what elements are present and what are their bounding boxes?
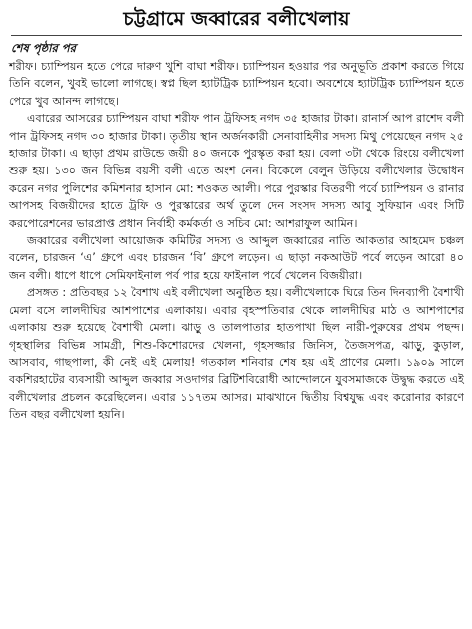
- article-body: [9, 58, 464, 424]
- continuation-kicker: শেষ পৃষ্ঠার পর: [11, 41, 76, 55]
- headline-divider: [11, 35, 462, 36]
- article-headline: চট্টগ্রামে জব্বারের বলীখেলায়: [123, 8, 350, 30]
- article-paragraph-4: প্রসঙ্গত : প্রতিবছর ১২ বৈশাখ এই বলীখেলা অনুষ্ঠিত হয়। বলীখেলাকে ঘিরে তিন দিনব্যাপী বৈশাখী মেলা বসে লালদীঘির আশপাশের এলাকায়। এবার বৃহস্পতিবার থেকে লালদীঘির মাঠ ও আশপাশের এলাকায় শুরু হয়েছে বৈশাখী মেলা। ঝাড়ু ও তালপাতার হাতপাখা ছিল নারী-পুরুষের প্রথম পছন্দ। গৃহস্থালির বিভিন্ন সামগ্রী, শিশু-কিশোরদের খেলনা, গৃহসজ্জার জিনিস, তৈজসপত্র, ঝাড়ু, কুড়াল, আসবাব, গাছপালা, কী নেই এই মেলায়! গতকাল শনিবার শেষ হয় এই প্রাণের মেলা। ১৯০৯ সালে বকশিরহাটের ব্যবসায়ী আব্দুল জব্বার সওদাগর ব্রিটিশবিরোধী আন্দোলনে যুবসমাজকে উদ্বুদ্ধ করতে এই বলীখেলার প্রচলন করেছিলেন। এবার ১১৭তম আসর। মাঝখানে দ্বিতীয় বিশ্বযুদ্ধ এবং করোনার কারণে তিন বছর বলীখেলা হয়নি।: [9, 286, 464, 422]
- article-paragraph-3: জব্বারের বলীখেলা আয়োজক কমিটির সদস্য ও আব্দুল জব্বারের নাতি আকতার আহমেদ চঞ্চল বলেন, চারজন ‘এ’ গ্রুপে এবং চারজন ‘বি’ গ্রুপে লড়েন। এ ছাড়া নকআউট পর্বে লড়েন আরো ৪০ জন বলী। ধাপে ধাপে সেমিফাইনাল পর্ব পার হয়ে ফাইনাল পর্বে খেলেন বিজয়ীরা।: [9, 234, 464, 282]
- article-paragraph-2: এবারের আসরের চ্যাম্পিয়ন বাঘা শরীফ পান ট্রফিসহ নগদ ৩৫ হাজার টাকা। রানার্স আপ রাশেদ বলী পান ট্রফিসহ নগদ ৩০ হাজার টাকা। তৃতীয় স্থান অর্জনকারী সেনাবাহিনীর সদস্য মিথু পেয়েছেন নগদ ২৫ হাজার টাকা। এ ছাড়া প্রথম রাউন্ডে জয়ী ৪০ জনকে পুরস্কৃত করা হয়। বেলা ৩টা থেকে রিংয়ে বলীখেলা শুরু হয়। ১৩০ জন বিভিন্ন বয়সী বলী এতে অংশ নেন। বিকেলে বেলুন উড়িয়ে বলীখেলার উদ্বোধন করেন নগর পুলিশের কমিশনার হাসান মো: শওকত আলী। পরে পুরস্কার বিতরণী পর্বে চ্যাম্পিয়ন ও রানার আপসহ বিজয়ীদের হাতে ট্রফি ও পুরস্কারের অর্থ তুলে দেন সংসদ সদস্য আবু সুফিয়ান এবং সিটি করপোরেশনের ভারপ্রাপ্ত প্রধান নির্বাহী কর্মকর্তা ও সচিব মো: আশরাফুল আমিন।: [9, 112, 464, 230]
- article-paragraph-1: শরীফ। চ্যাম্পিয়ন হতে পেরে দারুণ খুশি বাঘা শরীফ। চ্যাম্পিয়ন হওয়ার পর অনুভূতি প্রকাশ করতে গিয়ে তিনি বলেন, খুবই ভালো লাগছে। স্বপ্ন ছিল হ্যাটট্রিক চ্যাম্পিয়ন হবো। অবশেষে হ্যাটট্রিক চ্যাম্পিয়ন হতে পেরে খুব আনন্দ লাগছে।: [9, 60, 464, 108]
